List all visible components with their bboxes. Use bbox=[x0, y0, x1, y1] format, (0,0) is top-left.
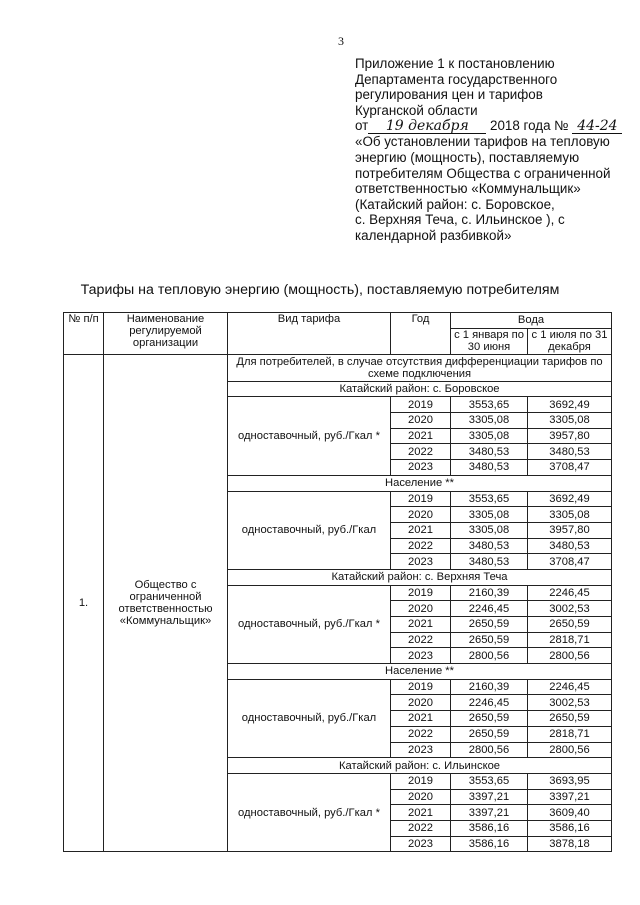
period-1-value: 2650,59 bbox=[451, 726, 528, 742]
year-cell: 2023 bbox=[391, 460, 451, 476]
page-number: 3 bbox=[338, 34, 344, 48]
appendix-line: «Об установлении тарифов на тепловую bbox=[355, 134, 610, 150]
appendix-line: Курганской области bbox=[355, 102, 478, 118]
date-prefix: от bbox=[355, 118, 369, 134]
period-1-value: 3586,16 bbox=[451, 836, 528, 852]
appendix-line: потребителям Общества с ограниченной bbox=[355, 165, 611, 181]
appendix-line: календарной разбивкой» bbox=[355, 227, 512, 243]
period-1-value: 2160,39 bbox=[451, 679, 528, 695]
date-year: 2018 года № bbox=[490, 118, 569, 134]
section-label: Катайский район: с. Боровское bbox=[228, 381, 612, 397]
period-1-value: 2650,59 bbox=[451, 632, 528, 648]
appendix-line: ответственностью «Коммунальщик» bbox=[355, 181, 581, 197]
period-2-value: 3480,53 bbox=[528, 538, 612, 554]
period-2-value: 3002,53 bbox=[528, 695, 612, 711]
header-org: Наименование регулируемой организации bbox=[104, 313, 228, 355]
year-cell: 2020 bbox=[391, 601, 451, 617]
period-2-value: 2800,56 bbox=[528, 742, 612, 758]
year-cell: 2021 bbox=[391, 617, 451, 633]
header-year: Год bbox=[391, 313, 451, 355]
appendix-header bbox=[355, 56, 625, 244]
period-1-value: 2800,56 bbox=[451, 742, 528, 758]
period-1-value: 3480,53 bbox=[451, 554, 528, 570]
period-1-value: 2160,39 bbox=[451, 585, 528, 601]
year-cell: 2021 bbox=[391, 805, 451, 821]
period-2-value: 3708,47 bbox=[528, 460, 612, 476]
appendix-line: (Катайский район: с. Боровское, bbox=[355, 196, 555, 212]
year-cell: 2019 bbox=[391, 397, 451, 413]
period-2-value: 3609,40 bbox=[528, 805, 612, 821]
year-cell: 2023 bbox=[391, 836, 451, 852]
year-cell: 2021 bbox=[391, 522, 451, 538]
header-period-1: с 1 января по 30 июня bbox=[451, 328, 528, 354]
period-2-value: 3708,47 bbox=[528, 554, 612, 570]
appendix-line: Департамента государственного bbox=[355, 71, 558, 87]
year-cell: 2023 bbox=[391, 742, 451, 758]
tariff-table bbox=[63, 312, 612, 852]
period-2-value: 3305,08 bbox=[528, 413, 612, 429]
period-2-value: 3397,21 bbox=[528, 789, 612, 805]
tariff-type: одноставочный, руб./Гкал * bbox=[228, 397, 391, 475]
section-label: Население ** bbox=[228, 475, 612, 491]
period-2-value: 2818,71 bbox=[528, 632, 612, 648]
period-2-value: 2246,45 bbox=[528, 679, 612, 695]
year-cell: 2023 bbox=[391, 648, 451, 664]
year-cell: 2023 bbox=[391, 554, 451, 570]
handwritten-date: 19 декабря bbox=[368, 120, 486, 134]
period-1-value: 2800,56 bbox=[451, 648, 528, 664]
period-1-value: 3553,65 bbox=[451, 397, 528, 413]
period-1-value: 3480,53 bbox=[451, 444, 528, 460]
year-cell: 2019 bbox=[391, 491, 451, 507]
period-2-value: 3692,49 bbox=[528, 491, 612, 507]
period-1-value: 3586,16 bbox=[451, 820, 528, 836]
year-cell: 2022 bbox=[391, 538, 451, 554]
period-1-value: 3397,21 bbox=[451, 805, 528, 821]
period-1-value: 3305,08 bbox=[451, 428, 528, 444]
period-1-value: 3397,21 bbox=[451, 789, 528, 805]
consumer-note: Для потребителей, в случае отсутствия дифференциации тарифов по схеме подключения bbox=[228, 354, 612, 381]
appendix-line: регулирования цен и тарифов bbox=[355, 87, 543, 103]
year-cell: 2020 bbox=[391, 413, 451, 429]
header-num: № п/п bbox=[64, 313, 104, 355]
section-label: Население ** bbox=[228, 664, 612, 680]
tariff-type: одноставочный, руб./Гкал bbox=[228, 679, 391, 757]
table-title: Тарифы на тепловую энергию (мощность), поставляемую потребителям bbox=[80, 282, 560, 298]
period-2-value: 2650,59 bbox=[528, 617, 612, 633]
header-type: Вид тарифа bbox=[228, 313, 391, 355]
period-1-value: 3553,65 bbox=[451, 773, 528, 789]
section-label: Катайский район: с. Ильинское bbox=[228, 758, 612, 774]
year-cell: 2019 bbox=[391, 773, 451, 789]
period-2-value: 3693,95 bbox=[528, 773, 612, 789]
organization-name: Общество с ограниченной ответственностью «Коммунальщик» bbox=[104, 354, 228, 852]
period-2-value: 3957,80 bbox=[528, 428, 612, 444]
year-cell: 2020 bbox=[391, 507, 451, 523]
header-period-2: с 1 июля по 31 декабря bbox=[528, 328, 612, 354]
period-2-value: 3002,53 bbox=[528, 601, 612, 617]
year-cell: 2022 bbox=[391, 632, 451, 648]
period-2-value: 2650,59 bbox=[528, 711, 612, 727]
year-cell: 2022 bbox=[391, 820, 451, 836]
period-2-value: 2800,56 bbox=[528, 648, 612, 664]
year-cell: 2021 bbox=[391, 711, 451, 727]
appendix-date-line bbox=[355, 118, 625, 134]
period-2-value: 3305,08 bbox=[528, 507, 612, 523]
year-cell: 2019 bbox=[391, 585, 451, 601]
tariff-type: одноставочный, руб./Гкал * bbox=[228, 773, 391, 851]
year-cell: 2019 bbox=[391, 679, 451, 695]
period-1-value: 3305,08 bbox=[451, 522, 528, 538]
tariff-type: одноставочный, руб./Гкал bbox=[228, 491, 391, 569]
period-1-value: 2246,45 bbox=[451, 695, 528, 711]
tariff-type: одноставочный, руб./Гкал * bbox=[228, 585, 391, 663]
year-cell: 2022 bbox=[391, 444, 451, 460]
period-2-value: 3586,16 bbox=[528, 820, 612, 836]
period-2-value: 2246,45 bbox=[528, 585, 612, 601]
period-2-value: 3692,49 bbox=[528, 397, 612, 413]
appendix-line: энергию (мощность), поставляемую bbox=[355, 149, 580, 165]
period-2-value: 3878,18 bbox=[528, 836, 612, 852]
handwritten-number: 44-24 bbox=[572, 120, 622, 134]
period-2-value: 3480,53 bbox=[528, 444, 612, 460]
period-1-value: 3305,08 bbox=[451, 413, 528, 429]
period-1-value: 3553,65 bbox=[451, 491, 528, 507]
year-cell: 2020 bbox=[391, 789, 451, 805]
year-cell: 2021 bbox=[391, 428, 451, 444]
period-1-value: 2650,59 bbox=[451, 617, 528, 633]
period-1-value: 3480,53 bbox=[451, 460, 528, 476]
year-cell: 2020 bbox=[391, 695, 451, 711]
year-cell: 2022 bbox=[391, 726, 451, 742]
period-1-value: 3480,53 bbox=[451, 538, 528, 554]
appendix-line: Приложение 1 к постановлению bbox=[355, 56, 555, 71]
period-2-value: 3957,80 bbox=[528, 522, 612, 538]
appendix-line: с. Верхняя Теча, с. Ильинское ), с bbox=[355, 212, 565, 228]
header-water: Вода bbox=[451, 313, 612, 329]
period-1-value: 3305,08 bbox=[451, 507, 528, 523]
section-label: Катайский район: с. Верхняя Теча bbox=[228, 569, 612, 585]
period-1-value: 2650,59 bbox=[451, 711, 528, 727]
row-number: 1. bbox=[64, 354, 104, 852]
period-1-value: 2246,45 bbox=[451, 601, 528, 617]
period-2-value: 2818,71 bbox=[528, 726, 612, 742]
